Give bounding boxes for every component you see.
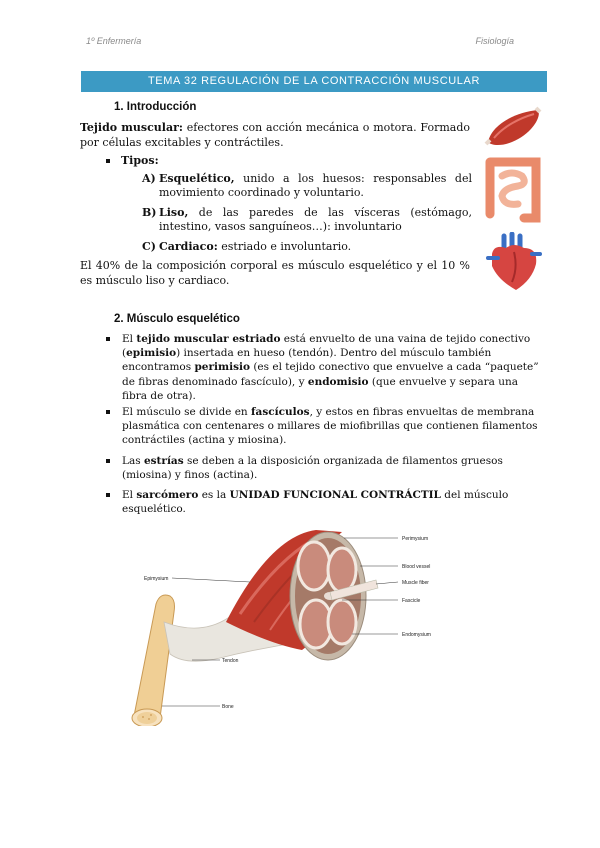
type-desc: estriado e involuntario. bbox=[217, 240, 352, 253]
bullet-epimisio: El tejido muscular estriado está envuelto de una vaina de tejido conectivo (epimisio) insertada en hueso (tendón). Dentro del músculo también encontramos perimisio (es el tejido conectivo que envuelve a cada “paquete” de fibras denominado fascículo), y endomisio (que envuelve y separa una fibra de otra). bbox=[107, 332, 545, 403]
type-letter: B) bbox=[142, 206, 157, 219]
bullet-icon bbox=[106, 459, 110, 463]
label-fascicle: Fascicle bbox=[402, 598, 421, 604]
bone-shape bbox=[132, 595, 175, 726]
cross-section bbox=[290, 532, 366, 660]
section-title-musculo: 2. Músculo esquelético bbox=[114, 313, 240, 325]
muscle-anatomy-figure bbox=[130, 526, 490, 726]
type-desc: unido a los huesos: responsables del movimiento coordinado y voluntario. bbox=[159, 172, 472, 199]
bullet-icon bbox=[106, 410, 110, 414]
bullet-sarcomero: El sarcómero es la UNIDAD FUNCIONAL CONTRÁCTIL del músculo esquelético. bbox=[107, 488, 545, 516]
tipos-label: Tipos: bbox=[121, 154, 159, 167]
type-name: Cardiaco: bbox=[159, 240, 218, 253]
label-muscle-fiber: Muscle fiber bbox=[402, 580, 429, 586]
label-endomysium: Endomysium bbox=[402, 632, 431, 638]
type-letter: C) bbox=[142, 240, 156, 253]
type-item-esqueletico bbox=[142, 172, 472, 200]
header-course: 1º Enfermería bbox=[86, 36, 142, 46]
label-epimysium: Epimysium bbox=[144, 576, 169, 582]
label-blood-vessel: Blood vessel bbox=[402, 564, 431, 570]
bullet-icon bbox=[106, 493, 110, 497]
label-tendon: Tendon bbox=[222, 658, 239, 664]
type-item-cardiaco bbox=[142, 240, 472, 254]
topic-banner: TEMA 32 REGULACIÓN DE LA CONTRACCIÓN MUSCULAR bbox=[81, 71, 547, 92]
bullet-icon bbox=[106, 159, 110, 163]
type-item-liso bbox=[142, 206, 472, 234]
type-name: Esquelético, bbox=[159, 172, 235, 185]
bullet-estrias: Las estrías se deben a la disposición organizada de filamentos gruesos (miosina) y finos (actina). bbox=[107, 454, 545, 482]
intestine-icon bbox=[482, 156, 544, 228]
label-bone: Bone bbox=[222, 704, 234, 710]
label-perimysium: Perimysium bbox=[402, 536, 429, 542]
intro-paragraph bbox=[80, 121, 470, 150]
skeletal-muscle-icon bbox=[482, 104, 544, 148]
header-subject: Fisiología bbox=[475, 36, 514, 46]
type-name: Liso, bbox=[159, 206, 189, 219]
bullet-icon bbox=[106, 337, 110, 341]
type-desc: de las paredes de las vísceras (estómago, intestino, vasos sanguíneos…): involuntario bbox=[159, 206, 472, 233]
section-title-introduccion: 1. Introducción bbox=[114, 101, 197, 113]
heart-icon bbox=[484, 232, 544, 292]
tipos-heading bbox=[106, 154, 159, 169]
intro-term: Tejido muscular: bbox=[80, 121, 183, 134]
composition-paragraph: El 40% de la composición corporal es músculo esquelético y el 10 % es músculo liso y cardiaco. bbox=[80, 259, 470, 287]
intro-text: efectores con acción mecánica o motora. Formado por células excitables y contráctiles. bbox=[80, 121, 470, 149]
bullet-fasciculos: El músculo se divide en fascículos, y estos en fibras envueltas de membrana plasmática con centenares o millares de miofibrillas que contienen filamentos contráctiles (actina y miosina). bbox=[107, 405, 545, 448]
type-letter: A) bbox=[142, 172, 156, 185]
